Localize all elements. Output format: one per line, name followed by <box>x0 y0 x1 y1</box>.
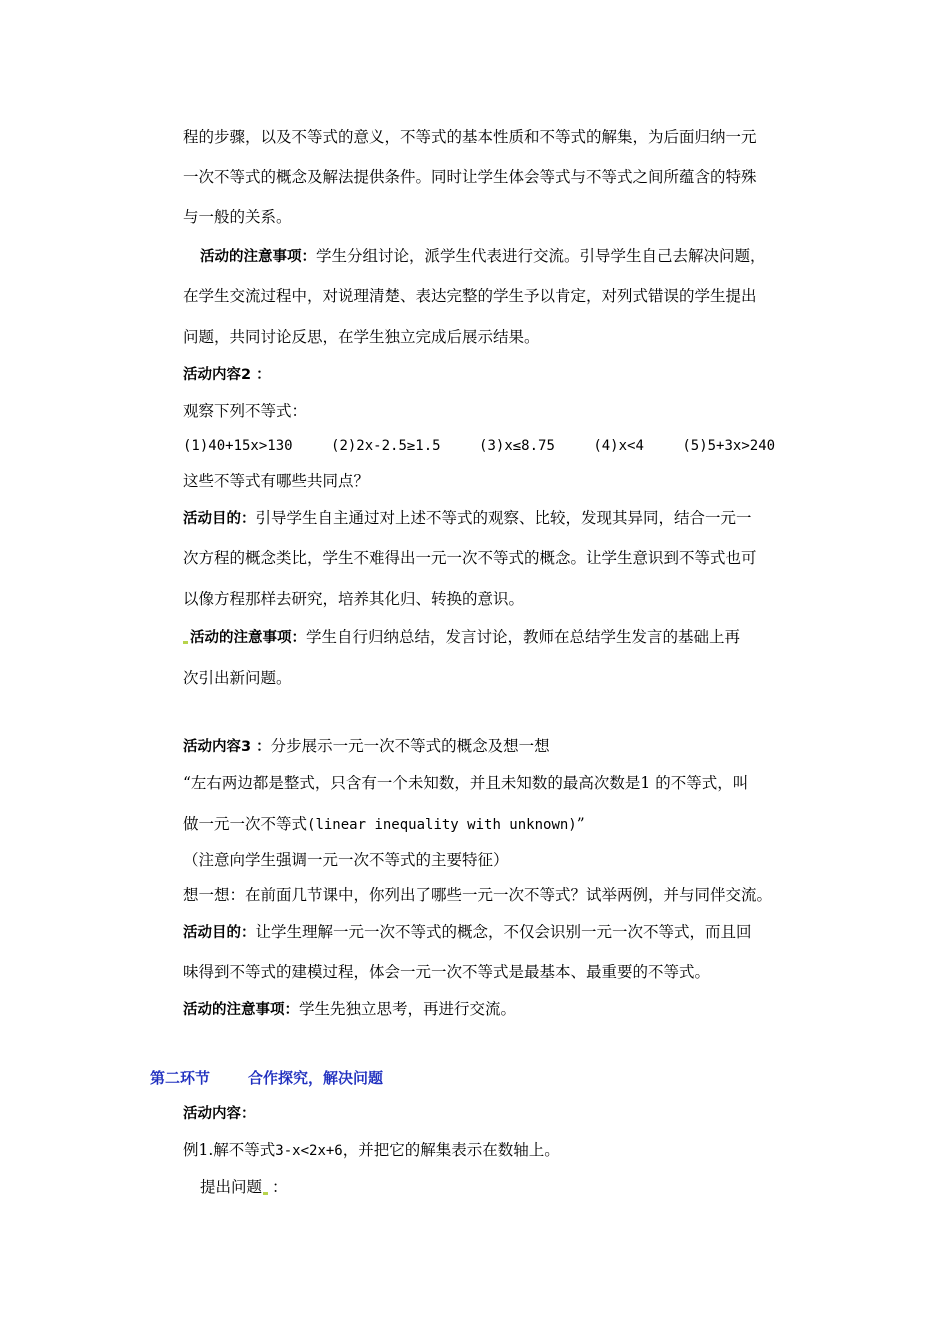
definition-line <box>183 814 585 835</box>
purpose-line: 以像方程那样去研究，培养其化归、转换的意识。 <box>183 590 525 608</box>
example-suffix: ，并把它的解集表示在数轴上。 <box>342 1141 560 1159</box>
purpose-line <box>183 922 752 943</box>
section-heading <box>150 1068 383 1088</box>
purpose-line: 味得到不等式的建模过程，体会一元一次不等式是最基本、最重要的不等式。 <box>183 963 711 981</box>
definition-english: (linear inequality with unknown) <box>307 817 577 833</box>
note-line: 次引出新问题。 <box>183 669 292 687</box>
note-text: 学生先独立思考，再进行交流。 <box>299 1000 517 1018</box>
example-line <box>183 1140 560 1161</box>
content-label: 活动内容： <box>183 1106 256 1122</box>
purpose-line <box>183 508 752 529</box>
activity-3-label: 活动内容3 ： <box>183 739 271 755</box>
note-line: 问题，共同讨论反思，在学生独立完成后展示结果。 <box>183 328 540 346</box>
raise-question-text: 提出问题 <box>200 1178 263 1196</box>
note-line <box>183 999 516 1020</box>
example-inequality: 3-x<2x+6 <box>275 1143 343 1159</box>
definition-text: 做一元一次不等式 <box>183 815 308 833</box>
highlight-mark <box>263 1192 268 1195</box>
activity-3-title-text: 分步展示一元一次不等式的概念及想一想 <box>270 737 550 755</box>
inequality-item: (4)x<4 <box>593 438 644 454</box>
purpose-label: 活动目的： <box>183 511 256 527</box>
activity-2-label: 活动内容2 ： <box>183 367 271 383</box>
note-label: 活动的注意事项： <box>200 249 316 265</box>
inequality-list <box>183 436 805 456</box>
inequality-item: (5)5+3x>240 <box>682 438 776 454</box>
paragraph-line: 一次不等式的概念及解法提供条件。同时让学生体会等式与不等式之间所蕴含的特殊 <box>183 168 757 186</box>
purpose-line: 次方程的概念类比，学生不难得出一元一次不等式的概念。让学生意识到不等式也可 <box>183 549 757 567</box>
note-label: 活动的注意事项： <box>190 630 306 646</box>
think-text: 想一想：在前面几节课中，你列出了哪些一元一次不等式？试举两例，并与同伴交流。 <box>183 886 773 904</box>
remark-text: （注意向学生强调一元一次不等式的主要特征） <box>183 851 509 869</box>
raise-question-colon: ： <box>272 1178 288 1196</box>
note-text: 学生分组讨论，派学生代表进行交流。引导学生自己去解决问题， <box>316 247 766 265</box>
note-text: 学生自行归纳总结，发言讨论，教师在总结学生发言的基础上再 <box>306 628 741 646</box>
section-title: 合作探究，解决问题 <box>248 1069 384 1087</box>
purpose-label: 活动目的： <box>183 925 256 941</box>
activity-3-title <box>183 736 550 757</box>
question-text: 这些不等式有哪些共同点？ <box>183 472 370 490</box>
inequality-item: (1)40+15x>130 <box>183 438 293 454</box>
purpose-text: 引导学生自主通过对上述不等式的观察、比较，发现其异同，结合一元一 <box>255 509 752 527</box>
note-label: 活动的注意事项： <box>183 1002 299 1018</box>
closing-quote: ” <box>576 815 585 833</box>
observe-text: 观察下列不等式： <box>183 402 308 420</box>
definition-line: “左右两边都是整式，只含有一个未知数，并且未知数的最高次数是1 的不等式，叫 <box>183 774 749 792</box>
note-line <box>200 246 766 267</box>
inequality-item: (3)x≤8.75 <box>479 438 555 454</box>
note-line: 在学生交流过程中，对说理清楚、表达完整的学生予以肯定，对列式错误的学生提出 <box>183 287 757 305</box>
inequality-item: (2)2x-2.5≥1.5 <box>331 438 441 454</box>
note-line <box>183 627 740 648</box>
paragraph-line: 程的步骤，以及不等式的意义，不等式的基本性质和不等式的解集，为后面归纳一元 <box>183 128 757 146</box>
purpose-text: 让学生理解一元一次不等式的概念，不仅会识别一元一次不等式，而且回 <box>255 923 752 941</box>
section-number: 第二环节 <box>150 1069 211 1087</box>
example-prefix: 例1.解不等式 <box>183 1141 276 1159</box>
highlight-mark <box>183 641 188 644</box>
raise-question-line <box>200 1177 288 1197</box>
paragraph-line: 与一般的关系。 <box>183 208 292 226</box>
